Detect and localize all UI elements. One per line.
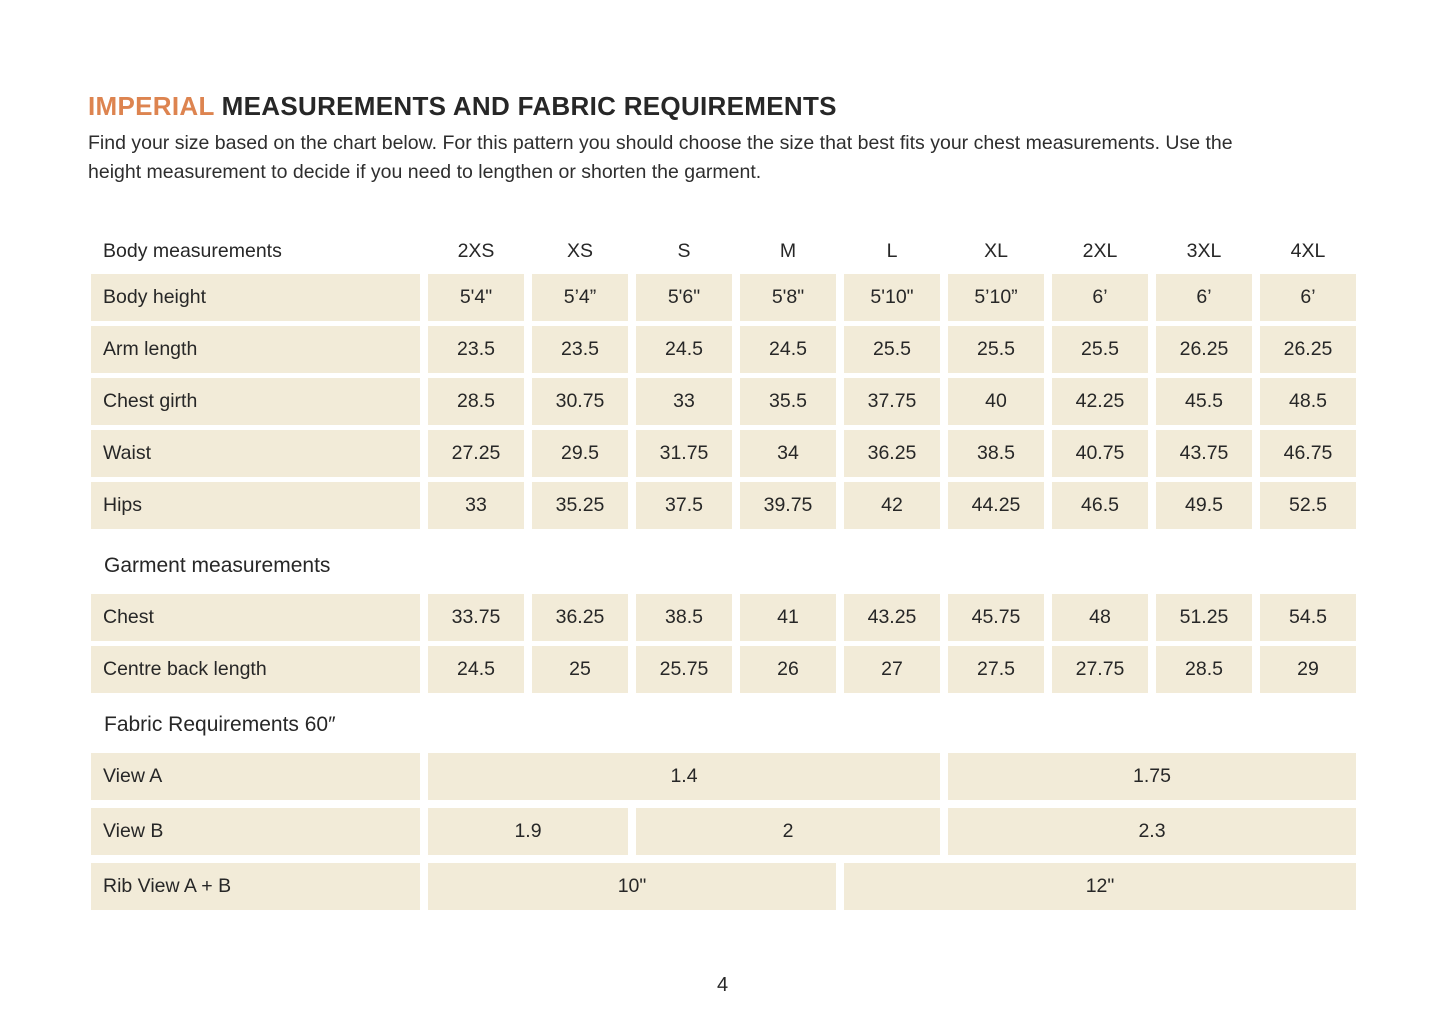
measurement-cell: 33 bbox=[428, 482, 524, 529]
measurement-cell: 26.25 bbox=[1156, 326, 1252, 373]
fabric-value-cell: 10" bbox=[428, 863, 836, 910]
measurement-cell: 38.5 bbox=[636, 594, 732, 641]
measurement-cell: 39.75 bbox=[740, 482, 836, 529]
measurement-cell: 27.75 bbox=[1052, 646, 1148, 693]
fabric-requirements-table bbox=[91, 753, 1358, 910]
row-label: Chest bbox=[91, 594, 420, 641]
measurement-cell: 29.5 bbox=[532, 430, 628, 477]
fabric-value-cell: 1.9 bbox=[428, 808, 628, 855]
measurement-cell: 46.75 bbox=[1260, 430, 1356, 477]
garment-section-heading: Garment measurements bbox=[104, 554, 331, 577]
table-header-row bbox=[91, 228, 1358, 274]
measurement-cell: 25.75 bbox=[636, 646, 732, 693]
page-number: 4 bbox=[716, 974, 729, 996]
intro-paragraph: Find your size based on the chart below. For this pattern you should choose the size that best fits your chest measurements. Use the height measurement to decide if you need to lengthen or shorten the garment. bbox=[88, 132, 1233, 183]
measurement-cell: 36.25 bbox=[532, 594, 628, 641]
measurement-cell: 23.5 bbox=[532, 326, 628, 373]
measurement-cell: 31.75 bbox=[636, 430, 732, 477]
page-title bbox=[88, 90, 1358, 122]
measurement-cell: 33 bbox=[636, 378, 732, 425]
row-label: Rib View A + B bbox=[91, 863, 420, 910]
size-column-header: M bbox=[779, 239, 797, 262]
garment-measurements-table bbox=[91, 594, 1358, 693]
measurement-cell: 42 bbox=[844, 482, 940, 529]
measurement-cell: 35.5 bbox=[740, 378, 836, 425]
fabric-value-cell: 2.3 bbox=[948, 808, 1356, 855]
measurement-cell: 43.25 bbox=[844, 594, 940, 641]
measurement-cell: 23.5 bbox=[428, 326, 524, 373]
measurement-cell: 40 bbox=[948, 378, 1044, 425]
measurement-cell: 37.75 bbox=[844, 378, 940, 425]
body-measurements-table bbox=[91, 274, 1358, 529]
measurement-cell: 38.5 bbox=[948, 430, 1044, 477]
size-column-header: 3XL bbox=[1186, 239, 1222, 262]
measurement-cell: 40.75 bbox=[1052, 430, 1148, 477]
measurement-cell: 6’ bbox=[1260, 274, 1356, 321]
measurement-cell: 27.25 bbox=[428, 430, 524, 477]
measurement-cell: 41 bbox=[740, 594, 836, 641]
row-label: Arm length bbox=[91, 326, 420, 373]
measurement-cell: 46.5 bbox=[1052, 482, 1148, 529]
measurement-cell: 44.25 bbox=[948, 482, 1044, 529]
size-column-header: 2XS bbox=[457, 239, 495, 262]
fabric-value-cell: 2 bbox=[636, 808, 940, 855]
measurement-cell: 29 bbox=[1260, 646, 1356, 693]
row-label: View A bbox=[91, 753, 420, 800]
measurement-cell: 25.5 bbox=[1052, 326, 1148, 373]
measurement-cell: 48 bbox=[1052, 594, 1148, 641]
measurement-cell: 49.5 bbox=[1156, 482, 1252, 529]
page-title-rest: MEASUREMENTS AND FABRIC REQUIREMENTS bbox=[214, 91, 837, 121]
size-column-header: XS bbox=[566, 239, 593, 262]
measurement-cell: 43.75 bbox=[1156, 430, 1252, 477]
size-column-header: 4XL bbox=[1290, 239, 1326, 262]
row-label: Centre back length bbox=[91, 646, 420, 693]
measurement-cell: 26 bbox=[740, 646, 836, 693]
measurement-cell: 25 bbox=[532, 646, 628, 693]
measurement-cell: 5'8" bbox=[740, 274, 836, 321]
measurement-cell: 5’10” bbox=[948, 274, 1044, 321]
page-title-accent: IMPERIAL bbox=[88, 91, 215, 121]
row-label: Body height bbox=[91, 274, 420, 321]
measurement-cell: 5’4” bbox=[532, 274, 628, 321]
body-measurements-header: Body measurements bbox=[103, 239, 282, 262]
measurement-cell: 54.5 bbox=[1260, 594, 1356, 641]
measurement-cell: 24.5 bbox=[740, 326, 836, 373]
measurement-cell: 25.5 bbox=[844, 326, 940, 373]
measurement-cell: 48.5 bbox=[1260, 378, 1356, 425]
measurement-cell: 27 bbox=[844, 646, 940, 693]
fabric-value-cell: 1.75 bbox=[948, 753, 1356, 800]
measurement-cell: 25.5 bbox=[948, 326, 1044, 373]
row-label: Chest girth bbox=[91, 378, 420, 425]
size-column-header: 2XL bbox=[1082, 239, 1118, 262]
row-label: Waist bbox=[91, 430, 420, 477]
measurement-cell: 37.5 bbox=[636, 482, 732, 529]
measurement-cell: 35.25 bbox=[532, 482, 628, 529]
page-content bbox=[88, 90, 1358, 910]
fabric-value-cell: 1.4 bbox=[428, 753, 940, 800]
measurement-cell: 51.25 bbox=[1156, 594, 1252, 641]
size-column-header: L bbox=[886, 239, 898, 262]
row-label: View B bbox=[91, 808, 420, 855]
measurement-cell: 34 bbox=[740, 430, 836, 477]
measurement-cell: 6’ bbox=[1052, 274, 1148, 321]
measurement-cell: 52.5 bbox=[1260, 482, 1356, 529]
measurement-cell: 28.5 bbox=[1156, 646, 1252, 693]
fabric-value-cell: 12" bbox=[844, 863, 1356, 910]
measurement-cell: 5'4" bbox=[428, 274, 524, 321]
size-column-header: S bbox=[677, 239, 691, 262]
fabric-section-heading: Fabric Requirements 60″ bbox=[104, 713, 336, 736]
row-label: Hips bbox=[91, 482, 420, 529]
measurement-cell: 5'6" bbox=[636, 274, 732, 321]
measurement-cell: 26.25 bbox=[1260, 326, 1356, 373]
measurement-cell: 45.75 bbox=[948, 594, 1044, 641]
size-column-header: XL bbox=[984, 239, 1008, 262]
measurement-cell: 24.5 bbox=[636, 326, 732, 373]
measurement-cell: 42.25 bbox=[1052, 378, 1148, 425]
measurement-cell: 24.5 bbox=[428, 646, 524, 693]
measurement-cell: 33.75 bbox=[428, 594, 524, 641]
measurement-cell: 6’ bbox=[1156, 274, 1252, 321]
measurement-cell: 27.5 bbox=[948, 646, 1044, 693]
measurement-cell: 36.25 bbox=[844, 430, 940, 477]
measurement-cell: 28.5 bbox=[428, 378, 524, 425]
measurement-cell: 5'10" bbox=[844, 274, 940, 321]
measurement-cell: 30.75 bbox=[532, 378, 628, 425]
measurement-cell: 45.5 bbox=[1156, 378, 1252, 425]
